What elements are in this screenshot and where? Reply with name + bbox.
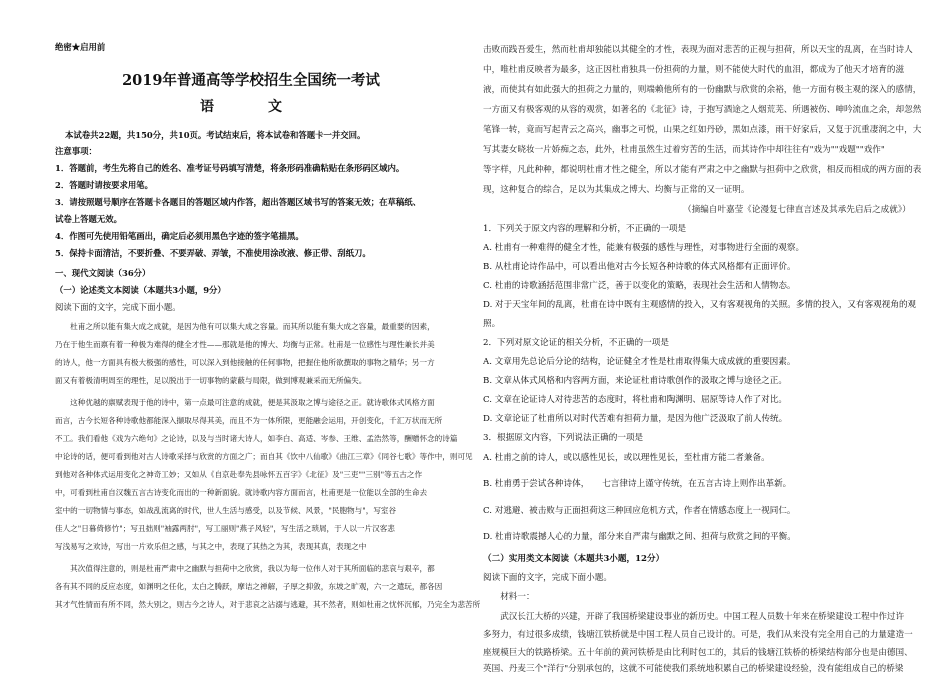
subject-title: 语 文: [200, 99, 302, 115]
exam-title: 2019年普通高等学校招生全国统一考试: [122, 72, 380, 89]
note-item: 试卷上答题无效。: [55, 214, 122, 224]
note-item: 2．答题时请按要求用笔。: [55, 180, 153, 190]
question-1: 1．下列关于原文内容的理解和分析，不正确的一项是: [483, 224, 687, 234]
exam-intro: 本试卷共22题，共150分，共10页。考试结束后，将本试卷和答题卡一并交回。: [65, 130, 366, 140]
passage-line: 面又有着极清明周至的理性，足以脱出于一切事物的蒙蔽与局限，做到博观兼采而无所偏失。: [55, 376, 367, 385]
passage-source: （摘编自叶嘉莹《论漫复七律直言述及其承先启后之成就》）: [683, 205, 911, 215]
passage-line: 乃在于他生而禀有着一种极为难得的健全才性——那就是他的博大、均衡与正常。杜甫是一位感性与理性兼长并美: [55, 340, 435, 349]
subsection-heading: （二）实用类文本阅读（本题共3小题，12分）: [483, 554, 665, 564]
passage-line: 液，而使其有如此强大的担荷之力量的，则端赖他所有的一份幽默与欣赏的余裕，他一方面有极主观的深入的感情，: [483, 85, 922, 95]
notes-heading: 注意事项：: [55, 146, 97, 156]
passage-line: 写浅易写之欢诗，写出一片欢乐但之感，与其之中，表现了其热之为其，表现其真，表现之中: [55, 542, 367, 551]
question-3: 3．根据原文内容，下列说法正确的一项是: [483, 433, 644, 443]
passage-line: 武汉长江大桥的兴建，开辟了我国桥梁建设事业的新历史。中国工程人员数十年来在桥梁建设工程中作过许: [483, 612, 905, 622]
q1-option-a: A. 杜甫有一种难得的健全才性，能兼有极强的感性与理性，对事物进行全面的观察。: [483, 243, 805, 253]
passage-line: 击败而践吾爱生，然而杜甫却独能以其健全的才性，表现为面对悲苦的正视与担荷，所以天宝的乱离，在当时诗人: [483, 45, 913, 55]
q2-option-b: B. 文章从体式风格和内容两方面，来论证杜甫诗歌创作的汲取之博与途径之正。: [483, 376, 787, 386]
confidential-label: 绝密★启用前: [55, 42, 106, 52]
note-item: 5．保持卡面清洁，不要折叠、不要弄破、弄皱，不准使用涂改液、修正带、刮纸刀。: [55, 248, 371, 258]
section-heading: 一、现代文阅读（36分）: [55, 268, 151, 278]
passage-line: 中论诗的话，便可看到他对古人诗歌采择与欣赏的方面之广；而自其《饮中八仙歌》《曲江三章》《同谷七歌》等作中，则可见: [55, 452, 473, 461]
note-item: 4．作图可先使用铅笔画出，确定后必须用黑色字迹的签字笔描黑。: [55, 231, 304, 241]
material-label: 材料一：: [483, 592, 535, 602]
reading-instruction: 阅读下面的文字，完成下面小题。: [483, 573, 612, 583]
reading-instruction: 阅读下面的文字，完成下面小题。: [55, 302, 181, 312]
q2-option-a: A. 文章用先总论后分论的结构，论证健全才性是杜甫取得集大成成就的重要因素。: [483, 357, 796, 367]
passage-line: 佳人之"日暮倚修竹"；写丑拙则"袖露两肘"，写工丽则"燕子风轻"，写生活之琐屑，于人以一片汉客悲: [55, 524, 395, 533]
q1-option-c: C. 杜甫的诗歌涵括范围非常广泛，善于以变化的策略，表现社会生活和人情物态。: [483, 281, 796, 291]
subsection-heading: （一）论述类文本阅读（本题共3小题，9分）: [55, 285, 226, 295]
passage-line: 不工。我们看他《戏为六绝句》之论诗，以及与当时诸大诗人，如李白、高适、岑参、王维、孟浩然等，酬赠怀念的诗篇: [55, 434, 458, 443]
passage-line: 现，这种复合的综合，足以为其集成之博大、均衡与正常的又一证明。: [483, 185, 750, 195]
passage-line: 中，唯杜甫反映者为最多，这正因杜甫独具一份担荷的力量，则不能使大时代的血泪，都成为了他天才培育的滋: [483, 65, 905, 75]
passage-line: 多努力，有过很多成绩，钱塘江铁桥就是中国工程人员自己设计的。可是，我们从来没有完全用自己的力量建造一: [483, 630, 913, 640]
passage-line: 英国、丹麦三个"洋行"分别承包的，这就不可能使我们系统地积累自己的桥梁建设经验，没有能组成自己的桥梁: [483, 664, 904, 674]
passage-line: 到他对各种体式运用变化之神奇工妙；又如从《自京赴奉先县咏怀五百字》《北征》及"三吏""三别"等五古之作: [55, 470, 423, 479]
passage-line: 杜甫之所以能有集大成之成就，是因为他有可以集大成之容量。而其所以能有集大成之容量，最重要的因素，: [55, 322, 435, 331]
q3-option-d: D. 杜甫诗歌震撼人心的力量，部分来自严肃与幽默之间、担荷与欣赏之间的平衡。: [483, 532, 796, 542]
passage-line: 等字样，凡此种种，都说明杜甫才性之健全，所以才能有严肃之中之幽默与担荷中之欣赏，相反而相成的两方面的表: [483, 165, 922, 175]
q2-option-d: D. 文章论证了杜甫所以对时代苦难有担荷力量，是因为他广泛汲取了前人传统。: [483, 414, 788, 424]
q3-option-a: A. 杜甫之前的诗人，或以感性见长，或以理性见长，至杜甫方能二者兼备。: [483, 453, 770, 463]
passage-line: 室中的一切物情与事态，如战乱流离的时代，世人生活与感受，以及节候、风景，"民胞物与"，写室谷: [55, 506, 397, 515]
passage-line: 中，可看到杜甫自汉魏五言古诗变化而出的一种新面貌。就诗歌内容方面而言，杜甫更是一位能以全部的生命去: [55, 488, 428, 497]
passage-line: 座规模巨大的铁路桥梁。五十年前的黄河铁桥是由比利时包工的，其后的钱塘江铁桥的桥梁结构部分也是由德国、: [483, 648, 913, 658]
passage-line: 其才气性情而有所不同，然大别之，则古今之诗人，对于悲哀之沾溺与逃避，其不然者，则如杜甫之忧怀沉郁，乃完全为悲苦所: [55, 600, 481, 609]
question-2: 2．下列对原文论证的相关分析，不正确的一项是: [483, 338, 669, 348]
q1-option-d-cont: 照。: [483, 319, 501, 329]
passage-line: 而言，古今长短各种诗歌他都能深入撷取尽得其美，而且不为一体所限，更能融会运用，开创变化，千汇万状而无所: [55, 416, 443, 425]
note-item: 3．请按照题号顺序在答题卡各题目的答题区域内作答，超出答题区域书写的答案无效；在草稿纸、: [55, 197, 421, 207]
passage-line: 笔锋一转，竟而写起青云之高兴，幽事之可悦，山果之红如丹砂，黑如点漆，雨干好家后，又复于沉重凄润之中，大: [483, 125, 922, 135]
q1-option-b: B. 从杜甫论诗作品中，可以看出他对古今长短各种诗歌的体式风格都有正面评价。: [483, 262, 796, 272]
passage-line: 其次值得注意的，则是杜甫严肃中之幽默与担荷中之欣赏，我以为每一位伟人对于其所面临的悲哀与艰辛，都: [55, 564, 435, 573]
passage-line: 的诗人，他一方面具有极大极强的感性，可以深入到他接触的任何事物，把握住他所欲撰取的事物之精华；另一方: [55, 358, 435, 367]
passage-line: 这种优越的禀赋表现于他的诗中，第一点最可注意的成就，便是其汲取之博与途径之正。就诗歌体式风格方面: [55, 398, 435, 407]
passage-line: 各有其不同的反应态度，如渊明之任化，太白之腾跃，摩诘之禅解，子厚之抑敛，东坡之旷观，六一之遣玩，都各因: [55, 582, 443, 591]
q1-option-d: D. 对于天宝年间的乱离，杜甫在诗中既有主观感情的投入，又有客观视角的关照。多情的投入，又有客观视角的观: [483, 300, 917, 310]
note-item: 1．答题前，考生先将自己的姓名、准考证号码填写清楚，将条形码准确粘贴在条形码区域内。: [55, 163, 405, 173]
q2-option-c: C. 文章在论证诗人对待悲苦的态度时，将杜甫和陶渊明、屈原等诗人作了对比。: [483, 395, 787, 405]
q3-option-b: B. 杜甫勇于尝试各种诗体， 七言律诗上谨守传统，在五言古诗上则作出革新。: [483, 479, 792, 489]
passage-line: 一方面又有极客观的从容的观赏，如著名的《北征》诗，于抱写酒途之人烟荒芜、所遇被伤、呻吟流血之余，却忽然: [483, 105, 922, 115]
q3-option-c: C. 对逃避、被击败与正面担荷这三种回应危机方式，作者在情感态度上一视同仁。: [483, 506, 796, 516]
passage-line: 写其妻女晓妆一片娇痴之态，此外，杜甫虽然生过着穷苦的生活，而其诗作中却往往有"戏为""戏题""戏作": [483, 145, 885, 155]
